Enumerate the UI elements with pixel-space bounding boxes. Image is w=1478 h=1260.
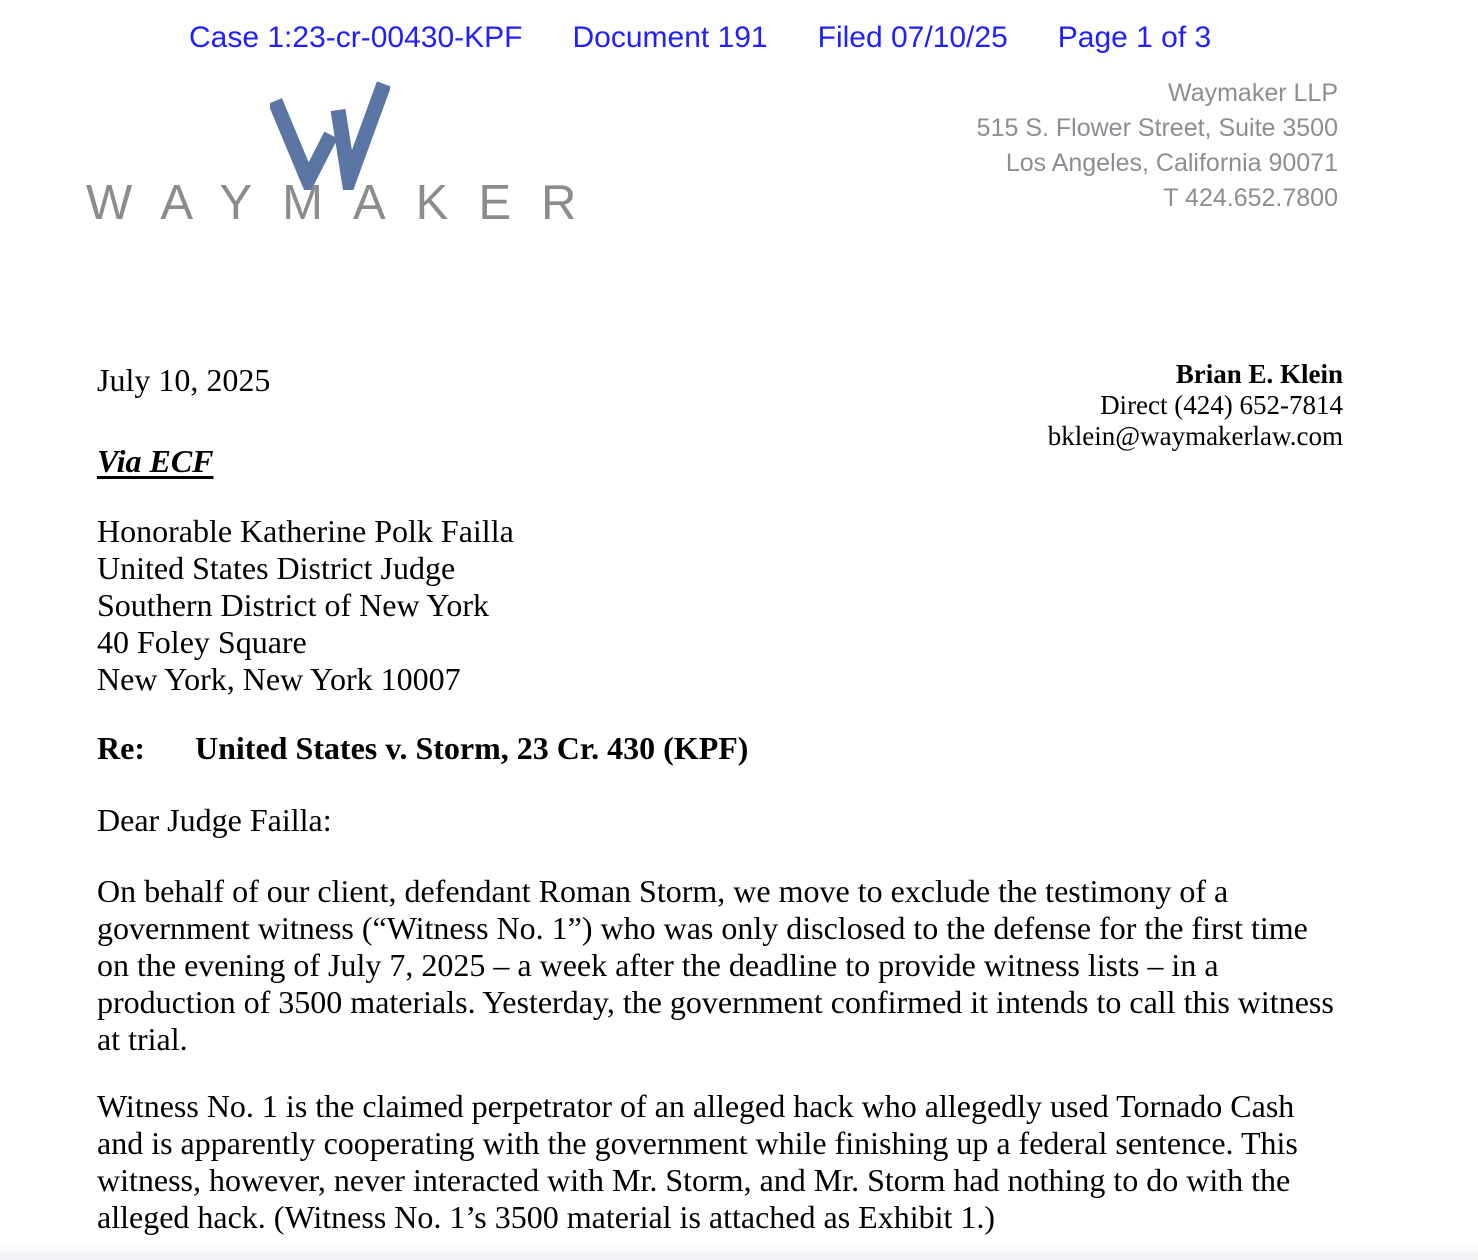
body-paragraph-2: Witness No. 1 is the claimed perpetrator of an alleged hack who allegedly used Tornado Cash and is apparently cooperating with the government while finishing up a federal sentence. This witness, however, never interacted with Mr. Storm, and Mr. Storm had nothing to do with the alleged hack. (Witness No. 1’s 3500 material is attached as Exhibit 1.) xyxy=(97,1088,1298,1235)
attorney-name: Brian E. Klein xyxy=(1175,359,1343,389)
delivery-method: Via ECF xyxy=(97,443,214,479)
re-line xyxy=(97,730,748,767)
letter-date: July 10, 2025 xyxy=(97,362,271,398)
attorney-email: bklein@waymakerlaw.com xyxy=(1047,421,1343,451)
stamp-case-number: Case 1:23-cr-00430-KPF xyxy=(189,21,523,54)
re-case-caption: United States v. Storm, 23 Cr. 430 (KPF) xyxy=(195,730,749,766)
attorney-direct-phone: Direct (424) 652-7814 xyxy=(1100,390,1343,420)
recipient-address-block: Honorable Katherine Polk Failla United States District Judge Southern District of New York 40 Foley Square New York, New York 10007 xyxy=(97,513,514,697)
body-paragraph-1: On behalf of our client, defendant Roman Storm, we move to exclude the testimony of a government witness (“Witness No. 1”) who was only disclosed to the defense for the first time on the evening of July 7, 2025 – a week after the deadline to provide witness lists – in a production of 3500 materials. Yesterday, the government confirmed it intends to call this witness at trial. xyxy=(97,873,1334,1057)
firm-address-block: Waymaker LLP 515 S. Flower Street, Suite 3500 Los Angeles, California 90071 T 424.652.7800 xyxy=(976,79,1338,212)
stamp-filed-date: Filed 07/10/25 xyxy=(817,21,1008,54)
re-label: Re: xyxy=(97,730,145,766)
stamp-document-number: Document 191 xyxy=(572,21,768,54)
salutation: Dear Judge Failla: xyxy=(97,802,332,838)
stamp-page-number: Page 1 of 3 xyxy=(1057,21,1212,54)
waymaker-wordmark: WAYMAKER xyxy=(86,176,607,230)
page-bottom-edge xyxy=(0,1245,1478,1260)
ecf-stamp-header xyxy=(189,20,1211,55)
waymaker-double-checkmark-icon xyxy=(270,80,390,190)
attorney-contact-block xyxy=(1048,359,1343,452)
